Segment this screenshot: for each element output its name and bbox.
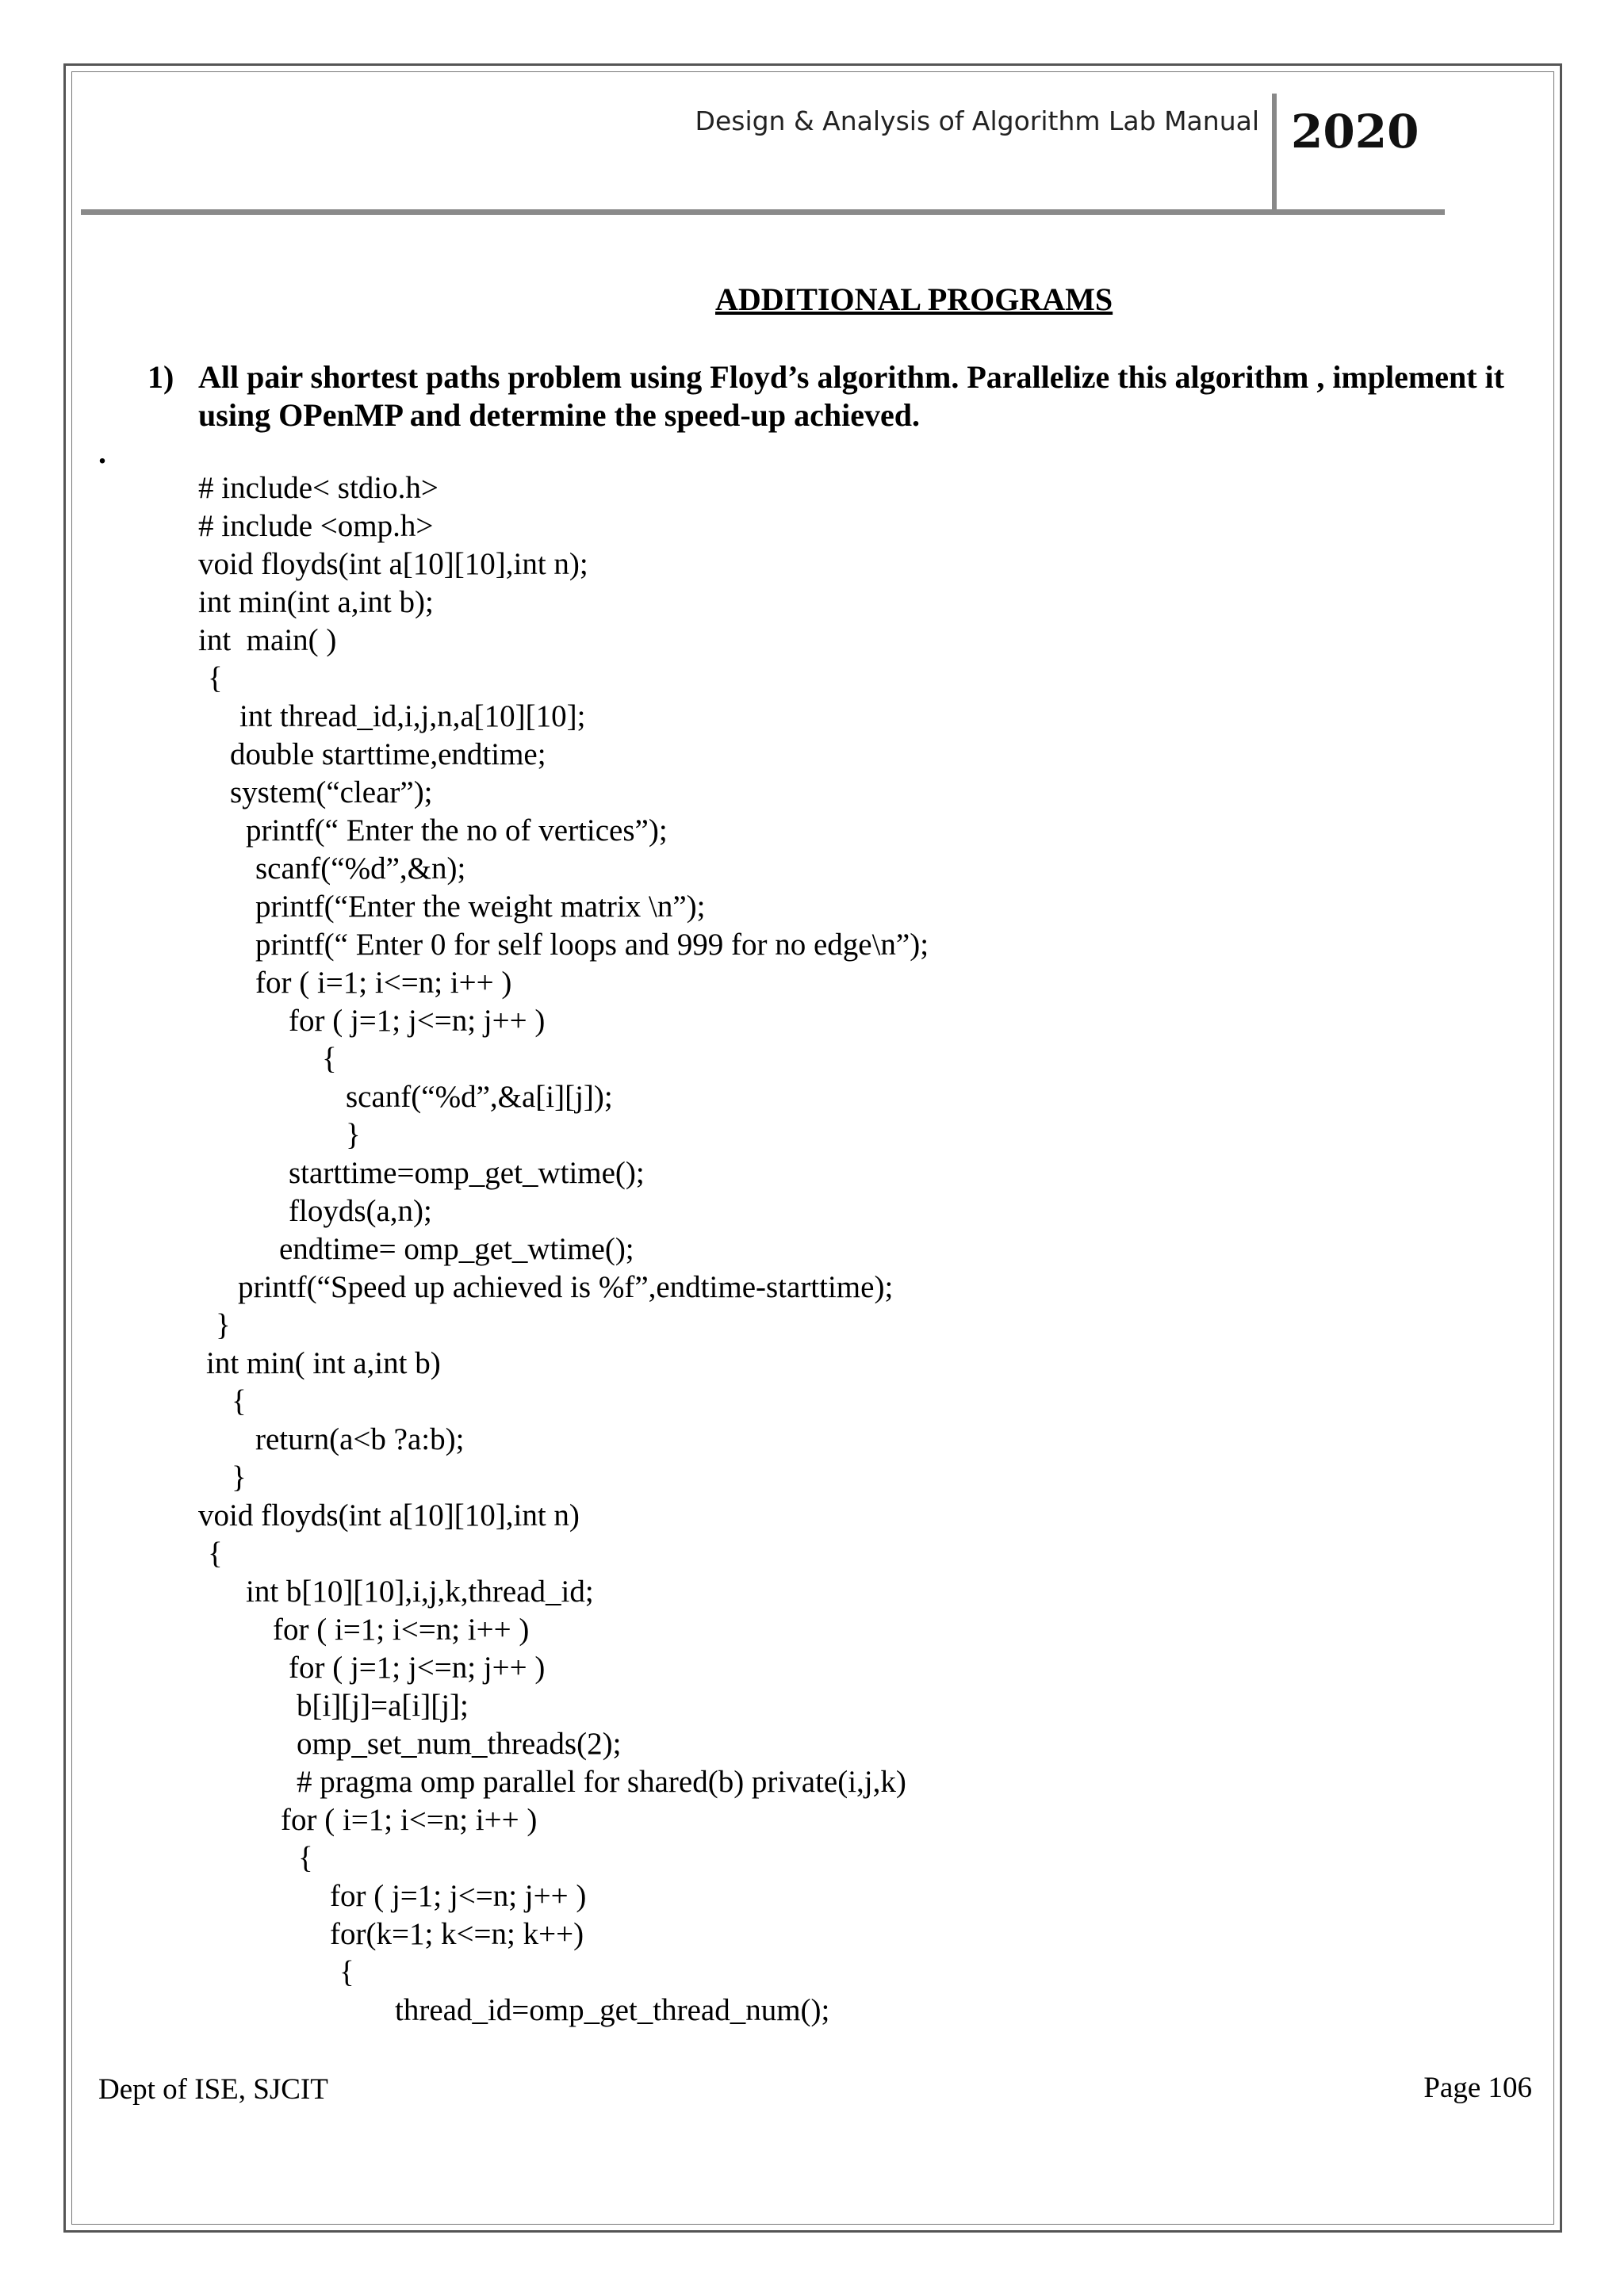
- header-divider-vertical: [1272, 94, 1277, 212]
- code-line: void floyds(int a[10][10],int n);: [198, 547, 588, 581]
- code-line: scanf(“%d”,&a[i][j]);: [346, 1080, 613, 1114]
- code-line: printf(“Enter the weight matrix \n”);: [255, 890, 706, 924]
- code-line: {: [322, 1042, 337, 1076]
- code-line: void floyds(int a[10][10],int n): [198, 1498, 580, 1533]
- code-line: scanf(“%d”,&n);: [255, 851, 466, 886]
- code-line: endtime= omp_get_wtime();: [279, 1232, 634, 1266]
- code-line: printf(“ Enter 0 for self loops and 999 for no edge\n”);: [255, 928, 929, 962]
- code-line: starttime=omp_get_wtime();: [289, 1156, 645, 1190]
- code-line: # pragma omp parallel for shared(b) private(i,j,k): [297, 1765, 906, 1799]
- code-line: int min( int a,int b): [206, 1346, 441, 1380]
- header-year: 2020: [1291, 105, 1419, 159]
- code-line: }: [216, 1308, 231, 1342]
- code-line: {: [339, 1955, 354, 1989]
- code-line: printf(“Speed up achieved is %f”,endtime-starttime);: [238, 1270, 894, 1304]
- code-line: # include< stdio.h>: [198, 471, 439, 505]
- code-line: for ( j=1; j<=n; j++ ): [289, 1651, 546, 1685]
- code-line: {: [298, 1841, 313, 1875]
- code-line: int thread_id,i,j,n,a[10][10];: [239, 699, 586, 733]
- code-line: int main( ): [198, 623, 337, 657]
- code-line: for(k=1; k<=n; k++): [330, 1917, 584, 1951]
- question-number: 1): [147, 359, 174, 395]
- code-line: }: [346, 1118, 361, 1152]
- code-line: b[i][j]=a[i][j];: [297, 1689, 469, 1723]
- code-line: int min(int a,int b);: [198, 585, 434, 619]
- code-line: for ( i=1; i<=n; i++ ): [255, 966, 512, 1000]
- code-line: }: [232, 1460, 247, 1494]
- code-line: for ( i=1; i<=n; i++ ): [281, 1803, 538, 1837]
- footer-page-number: Page 106: [1423, 2072, 1532, 2104]
- section-title: ADDITIONAL PROGRAMS: [715, 281, 1113, 317]
- question-text: All pair shortest paths problem using Floyd’s algorithm. Parallelize this algorithm , implement it using OPenMP and determine the speed-up achieved.: [198, 359, 1504, 433]
- header-title: Design & Analysis of Algorithm Lab Manual: [695, 105, 1259, 136]
- code-line: printf(“ Enter the no of vertices”);: [246, 813, 668, 848]
- code-line: thread_id=omp_get_thread_num();: [395, 1993, 830, 2027]
- stray-mark: .: [98, 434, 106, 470]
- code-line: {: [208, 661, 223, 695]
- code-line: omp_set_num_threads(2);: [297, 1727, 622, 1761]
- code-line: return(a<b ?a:b);: [255, 1422, 465, 1456]
- header-divider-horizontal: [81, 209, 1445, 215]
- code-line: for ( j=1; j<=n; j++ ): [289, 1004, 546, 1038]
- code-line: double starttime,endtime;: [230, 737, 546, 771]
- code-line: for ( j=1; j<=n; j++ ): [330, 1879, 587, 1913]
- footer-department: Dept of ISE, SJCIT: [98, 2073, 328, 2106]
- code-line: int b[10][10],i,j,k,thread_id;: [246, 1575, 594, 1609]
- code-line: floyds(a,n);: [289, 1194, 432, 1228]
- code-line: system(“clear”);: [230, 775, 433, 809]
- code-line: {: [208, 1536, 223, 1571]
- code-line: {: [232, 1384, 247, 1418]
- code-line: for ( i=1; i<=n; i++ ): [273, 1613, 530, 1647]
- code-line: # include <omp.h>: [198, 509, 434, 543]
